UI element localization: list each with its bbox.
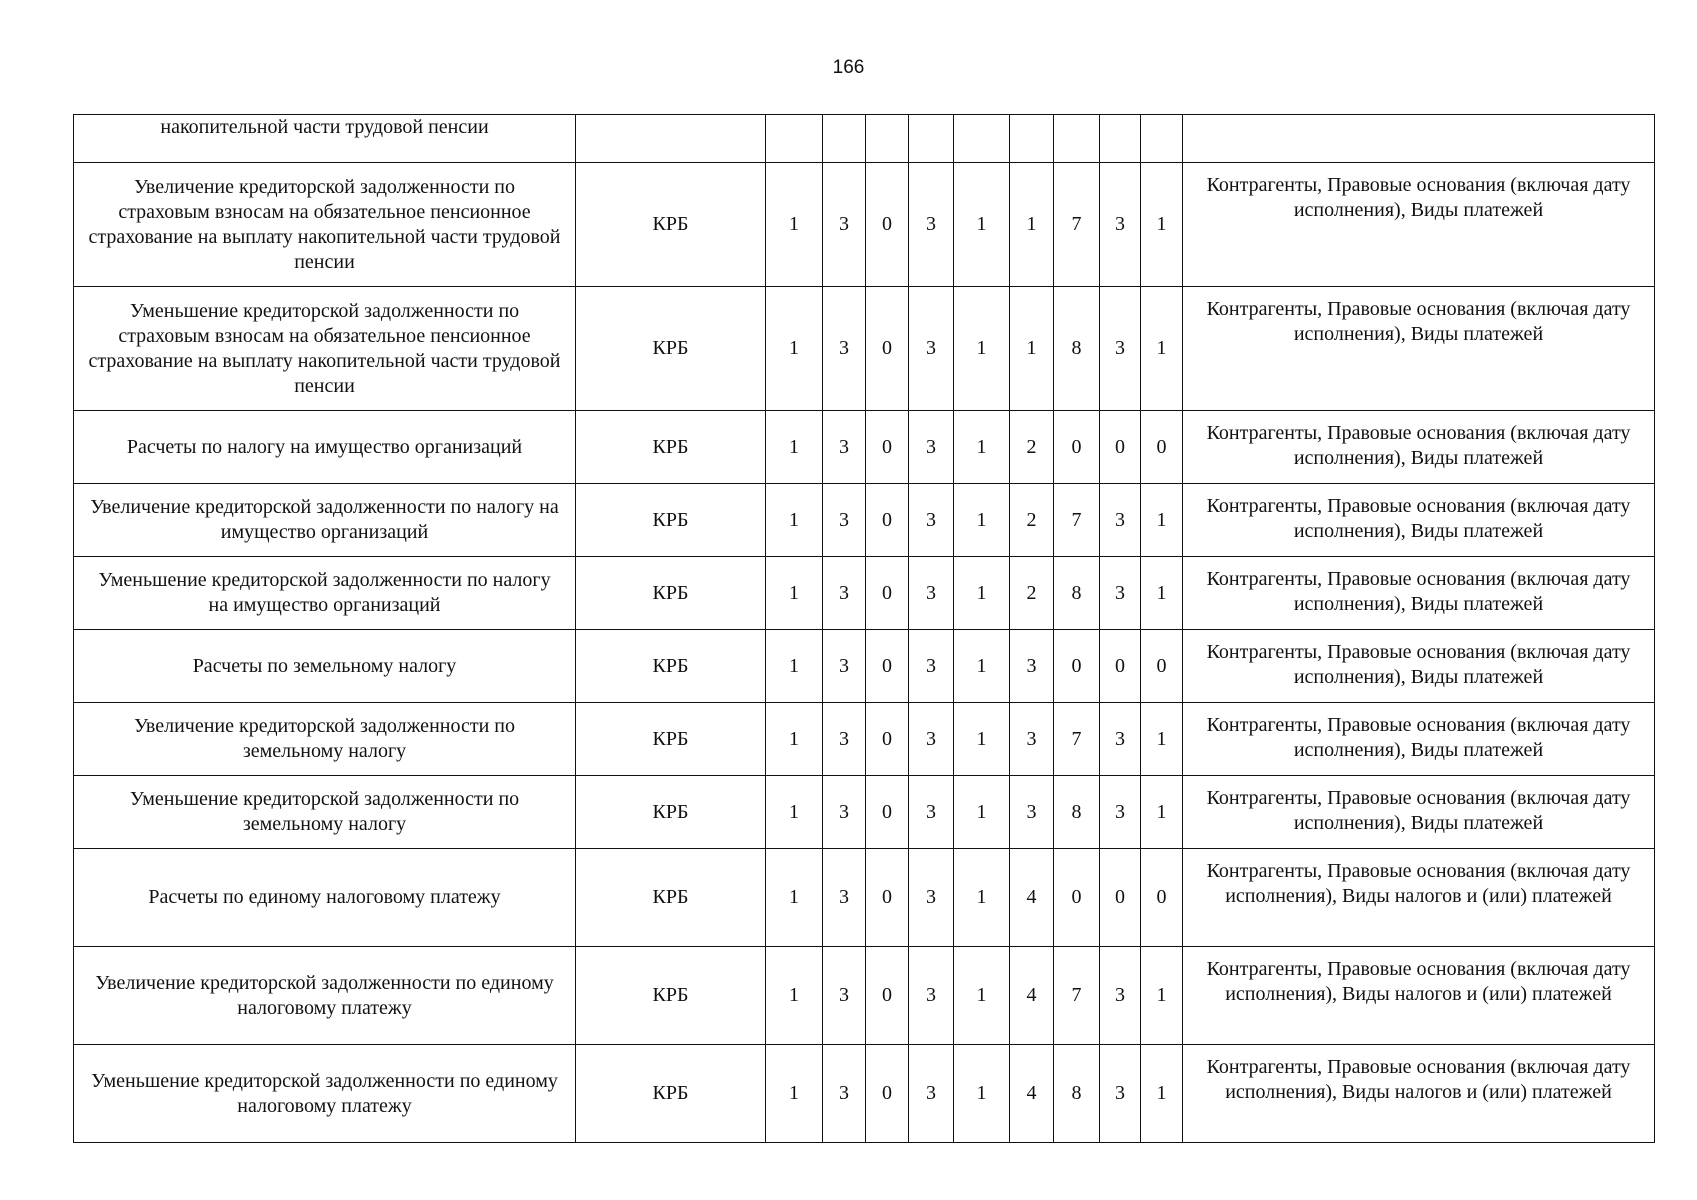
- account-digit-cell: 3: [909, 849, 954, 947]
- table-row: [74, 557, 1655, 630]
- analytics-cell: Контрагенты, Правовые основания (включая дату исполнения), Виды налогов и (или) платежей: [1183, 849, 1655, 947]
- account-digit-cell: 3: [823, 849, 866, 947]
- account-digit-cell: [954, 115, 1010, 163]
- account-digit-cell: 3: [1100, 1045, 1141, 1143]
- account-digit-cell: 3: [1100, 484, 1141, 557]
- account-digit-cell: 0: [1141, 411, 1183, 484]
- account-digit-cell: 0: [866, 947, 909, 1045]
- table-row: [74, 411, 1655, 484]
- account-digit-cell: 1: [954, 411, 1010, 484]
- account-digit-cell: 1: [954, 287, 1010, 411]
- account-digit-cell: [1100, 115, 1141, 163]
- account-digit-cell: 0: [1100, 411, 1141, 484]
- account-digit-cell: 0: [866, 163, 909, 287]
- account-digit-cell: 3: [909, 1045, 954, 1143]
- account-digit-cell: 0: [1100, 630, 1141, 703]
- analytics-cell: Контрагенты, Правовые основания (включая дату исполнения), Виды налогов и (или) платежей: [1183, 947, 1655, 1045]
- table-row: [74, 115, 1655, 163]
- account-digit-cell: 0: [1141, 630, 1183, 703]
- account-name-cell: Увеличение кредиторской задолженности по земельному налогу: [74, 703, 576, 776]
- account-digit-cell: 1: [954, 776, 1010, 849]
- account-digit-cell: 3: [909, 557, 954, 630]
- account-name-cell: Уменьшение кредиторской задолженности по налогу на имущество организаций: [74, 557, 576, 630]
- account-digit-cell: 1: [766, 849, 823, 947]
- analytics-cell: Контрагенты, Правовые основания (включая дату исполнения), Виды платежей: [1183, 776, 1655, 849]
- account-digit-cell: 1: [766, 557, 823, 630]
- account-digit-cell: 1: [766, 776, 823, 849]
- page-number: 166: [832, 57, 865, 78]
- account-digit-cell: [766, 115, 823, 163]
- account-digit-cell: 3: [909, 484, 954, 557]
- account-digit-cell: 3: [909, 411, 954, 484]
- account-digit-cell: 1: [1141, 484, 1183, 557]
- budget-code-cell: КРБ: [576, 947, 766, 1045]
- account-digit-cell: 7: [1054, 947, 1100, 1045]
- account-digit-cell: 1: [766, 630, 823, 703]
- account-digit-cell: 7: [1054, 484, 1100, 557]
- account-digit-cell: 1: [1141, 947, 1183, 1045]
- account-digit-cell: 3: [823, 1045, 866, 1143]
- account-digit-cell: 8: [1054, 287, 1100, 411]
- analytics-cell: Контрагенты, Правовые основания (включая дату исполнения), Виды платежей: [1183, 411, 1655, 484]
- account-digit-cell: 1: [766, 947, 823, 1045]
- account-digit-cell: 3: [909, 703, 954, 776]
- account-digit-cell: 1: [1141, 703, 1183, 776]
- account-digit-cell: 1: [954, 484, 1010, 557]
- account-digit-cell: [909, 115, 954, 163]
- table-row: [74, 776, 1655, 849]
- account-digit-cell: 3: [1100, 703, 1141, 776]
- account-digit-cell: 1: [766, 163, 823, 287]
- account-digit-cell: 0: [866, 703, 909, 776]
- account-digit-cell: 3: [1100, 776, 1141, 849]
- account-name-cell: Увеличение кредиторской задолженности по страховым взносам на обязательное пенсионное страхование на выплату накопительной части трудовой пенсии: [74, 163, 576, 287]
- account-name-cell: Расчеты по земельному налогу: [74, 630, 576, 703]
- budget-code-cell: КРБ: [576, 776, 766, 849]
- account-digit-cell: [1010, 115, 1054, 163]
- analytics-cell: Контрагенты, Правовые основания (включая дату исполнения), Виды налогов и (или) платежей: [1183, 1045, 1655, 1143]
- account-digit-cell: 0: [866, 630, 909, 703]
- account-digit-cell: 1: [766, 411, 823, 484]
- account-digit-cell: 8: [1054, 776, 1100, 849]
- account-digit-cell: 0: [866, 287, 909, 411]
- account-digit-cell: 1: [954, 557, 1010, 630]
- analytics-cell: Контрагенты, Правовые основания (включая дату исполнения), Виды платежей: [1183, 484, 1655, 557]
- account-digit-cell: [866, 115, 909, 163]
- budget-code-cell: КРБ: [576, 287, 766, 411]
- budget-code-cell: КРБ: [576, 163, 766, 287]
- account-digit-cell: 0: [866, 484, 909, 557]
- account-digit-cell: 3: [909, 947, 954, 1045]
- account-digit-cell: 0: [1054, 411, 1100, 484]
- budget-code-cell: КРБ: [576, 1045, 766, 1143]
- analytics-cell: [1183, 115, 1655, 163]
- account-digit-cell: 2: [1010, 484, 1054, 557]
- account-digit-cell: 1: [1141, 776, 1183, 849]
- analytics-cell: Контрагенты, Правовые основания (включая дату исполнения), Виды платежей: [1183, 630, 1655, 703]
- account-name-cell: Расчеты по единому налоговому платежу: [74, 849, 576, 947]
- table-row: [74, 484, 1655, 557]
- account-digit-cell: 4: [1010, 849, 1054, 947]
- account-digit-cell: 0: [1054, 630, 1100, 703]
- account-digit-cell: 3: [823, 163, 866, 287]
- account-digit-cell: [1054, 115, 1100, 163]
- account-digit-cell: 3: [909, 776, 954, 849]
- account-digit-cell: 1: [1010, 287, 1054, 411]
- account-digit-cell: [823, 115, 866, 163]
- account-digit-cell: 1: [1141, 163, 1183, 287]
- account-digit-cell: 0: [1141, 849, 1183, 947]
- account-digit-cell: 3: [823, 557, 866, 630]
- account-digit-cell: 3: [1100, 557, 1141, 630]
- account-digit-cell: 0: [866, 776, 909, 849]
- table-row: [74, 703, 1655, 776]
- budget-code-cell: [576, 115, 766, 163]
- account-digit-cell: 1: [766, 484, 823, 557]
- account-digit-cell: 3: [823, 630, 866, 703]
- account-digit-cell: 0: [866, 557, 909, 630]
- account-name-cell: накопительной части трудовой пенсии: [74, 115, 576, 163]
- account-name-cell: Уменьшение кредиторской задолженности по единому налоговому платежу: [74, 1045, 576, 1143]
- account-name-cell: Увеличение кредиторской задолженности по налогу на имущество организаций: [74, 484, 576, 557]
- account-digit-cell: 7: [1054, 703, 1100, 776]
- budget-code-cell: КРБ: [576, 411, 766, 484]
- account-digit-cell: 1: [954, 703, 1010, 776]
- account-digit-cell: 0: [1100, 849, 1141, 947]
- budget-code-cell: КРБ: [576, 703, 766, 776]
- account-digit-cell: 0: [866, 1045, 909, 1143]
- account-name-cell: Уменьшение кредиторской задолженности по страховым взносам на обязательное пенсионное страхование на выплату накопительной части трудовой пенсии: [74, 287, 576, 411]
- account-digit-cell: 1: [1141, 557, 1183, 630]
- account-digit-cell: 3: [823, 703, 866, 776]
- account-digit-cell: 3: [823, 411, 866, 484]
- account-digit-cell: 1: [954, 947, 1010, 1045]
- account-digit-cell: 1: [766, 287, 823, 411]
- account-name-cell: Увеличение кредиторской задолженности по единому налоговому платежу: [74, 947, 576, 1045]
- account-digit-cell: 1: [954, 163, 1010, 287]
- account-digit-cell: 4: [1010, 947, 1054, 1045]
- table-row: [74, 287, 1655, 411]
- analytics-cell: Контрагенты, Правовые основания (включая дату исполнения), Виды платежей: [1183, 703, 1655, 776]
- account-digit-cell: 3: [1100, 163, 1141, 287]
- account-digit-cell: 0: [866, 411, 909, 484]
- analytics-cell: Контрагенты, Правовые основания (включая дату исполнения), Виды платежей: [1183, 557, 1655, 630]
- analytics-cell: Контрагенты, Правовые основания (включая дату исполнения), Виды платежей: [1183, 287, 1655, 411]
- account-name-cell: Уменьшение кредиторской задолженности по земельному налогу: [74, 776, 576, 849]
- account-digit-cell: 1: [766, 1045, 823, 1143]
- table-row: [74, 163, 1655, 287]
- table-row: [74, 947, 1655, 1045]
- account-digit-cell: 1: [954, 849, 1010, 947]
- account-digit-cell: 3: [823, 287, 866, 411]
- account-digit-cell: 3: [909, 630, 954, 703]
- account-digit-cell: 3: [909, 163, 954, 287]
- account-digit-cell: 3: [1010, 630, 1054, 703]
- account-digit-cell: 1: [954, 1045, 1010, 1143]
- account-digit-cell: 1: [766, 703, 823, 776]
- account-digit-cell: 3: [1010, 776, 1054, 849]
- account-digit-cell: [1141, 115, 1183, 163]
- account-digit-cell: 3: [1100, 287, 1141, 411]
- account-digit-cell: 8: [1054, 1045, 1100, 1143]
- account-digit-cell: 2: [1010, 411, 1054, 484]
- table-row: [74, 849, 1655, 947]
- account-digit-cell: 3: [823, 947, 866, 1045]
- budget-code-cell: КРБ: [576, 484, 766, 557]
- account-digit-cell: 1: [1141, 287, 1183, 411]
- account-digit-cell: 0: [866, 849, 909, 947]
- account-digit-cell: 3: [1100, 947, 1141, 1045]
- budget-code-cell: КРБ: [576, 557, 766, 630]
- account-digit-cell: 1: [1010, 163, 1054, 287]
- account-digit-cell: 1: [954, 630, 1010, 703]
- account-digit-cell: 3: [823, 484, 866, 557]
- table-row: [74, 630, 1655, 703]
- account-digit-cell: 8: [1054, 557, 1100, 630]
- accounts-table: [73, 114, 1655, 1143]
- analytics-cell: Контрагенты, Правовые основания (включая дату исполнения), Виды платежей: [1183, 163, 1655, 287]
- account-digit-cell: 3: [909, 287, 954, 411]
- account-digit-cell: 4: [1010, 1045, 1054, 1143]
- account-name-cell: Расчеты по налогу на имущество организаций: [74, 411, 576, 484]
- account-digit-cell: 0: [1054, 849, 1100, 947]
- account-digit-cell: 7: [1054, 163, 1100, 287]
- account-digit-cell: 1: [1141, 1045, 1183, 1143]
- account-digit-cell: 2: [1010, 557, 1054, 630]
- account-digit-cell: 3: [823, 776, 866, 849]
- account-digit-cell: 3: [1010, 703, 1054, 776]
- budget-code-cell: КРБ: [576, 849, 766, 947]
- table-row: [74, 1045, 1655, 1143]
- budget-code-cell: КРБ: [576, 630, 766, 703]
